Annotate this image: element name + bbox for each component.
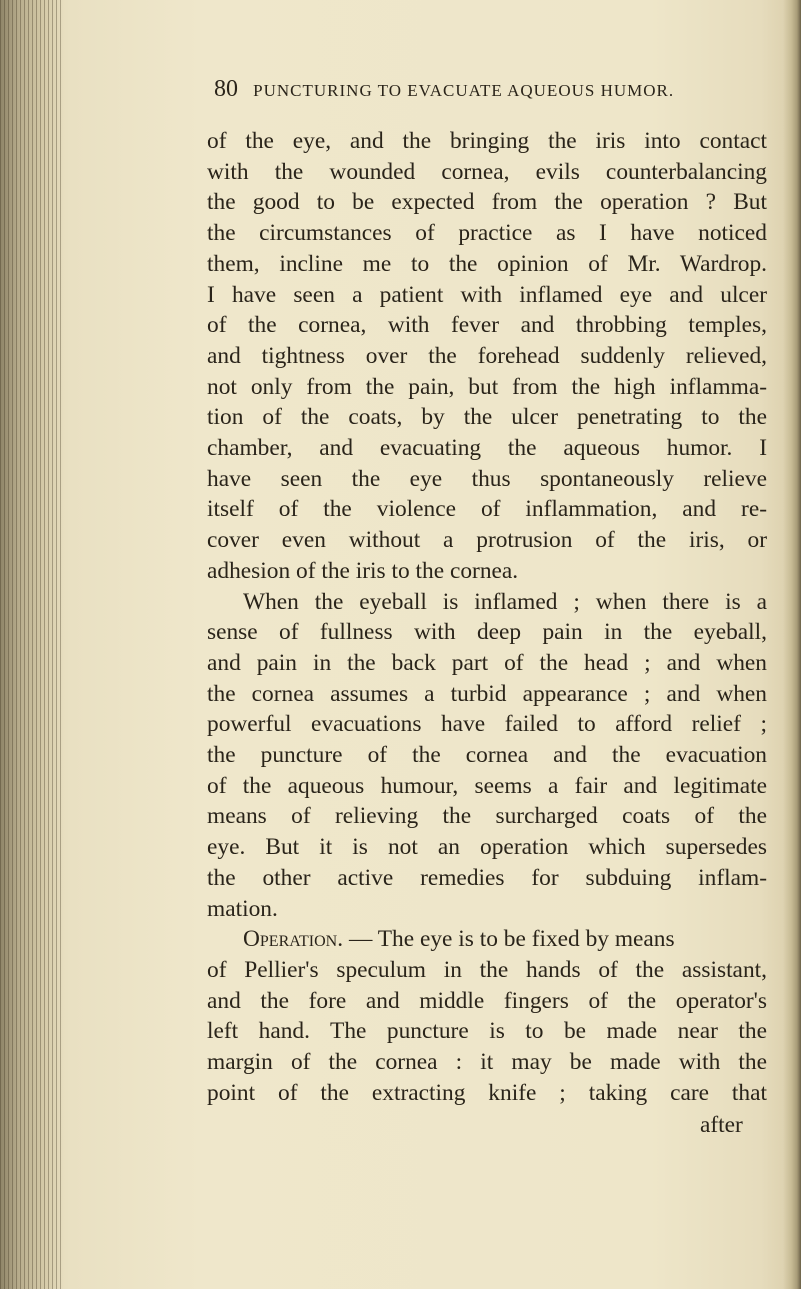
text-line: tion of the coats, by the ulcer penetrating to the (207, 404, 767, 431)
text-line: chamber, and evacuating the aqueous humor. I (207, 435, 767, 462)
text-line: the good to be expected from the operation ? But (207, 189, 767, 216)
text-line: of the cornea, with fever and throbbing temples, (207, 312, 767, 339)
text-line: left hand. The puncture is to be made near the (207, 1018, 767, 1045)
page-right-edge (783, 0, 801, 1289)
running-head: PUNCTURING TO EVACUATE AQUEOUS HUMOR. (253, 81, 675, 100)
text-line: and pain in the back part of the head ; and when (207, 649, 767, 676)
text-line: of the eye, and the bringing the iris into contact (207, 128, 767, 154)
text-line: sense of fullness with deep pain in the eyeball, (207, 619, 767, 646)
text-line: I have seen a patient with inflamed eye and ulcer (207, 281, 767, 308)
text-line: means of relieving the surcharged coats of the (207, 803, 767, 830)
operation-text: — The eye is to be fixed by means (348, 926, 675, 953)
text-line: the other active remedies for subduing inflam- (207, 864, 767, 891)
text-line: itself of the violence of inflammation, and re- (207, 496, 767, 523)
text-line-operation (207, 924, 767, 955)
text-line: with the wounded cornea, evils counterbalancing (207, 158, 767, 185)
text-line: the circumstances of practice as I have noticed (207, 220, 767, 247)
text-line: have seen the eye thus spontaneously relieve (207, 465, 767, 492)
text-line: eye. But it is not an operation which supersedes (207, 834, 767, 861)
text-line: them, incline me to the opinion of Mr. Wardrop. (207, 250, 767, 277)
text-line-paragraph-start: When the eyeball is inflamed ; when there is a (243, 588, 767, 615)
text-line: cover even without a protrusion of the iris, or (207, 527, 767, 554)
operation-heading: Operation. (243, 926, 344, 953)
text-line: of Pellier's speculum in the hands of the assistant, (207, 956, 767, 983)
text-line-paragraph-end: adhesion of the iris to the cornea. (207, 557, 519, 584)
text-line: not only from the pain, but from the high inflamma- (207, 373, 767, 400)
body-text (207, 126, 767, 1109)
text-line: the cornea assumes a turbid appearance ; and when (207, 680, 767, 707)
text-line: of the aqueous humour, seems a fair and legitimate (207, 772, 767, 799)
page-header (214, 76, 774, 116)
page-number: 80 (214, 76, 238, 102)
text-line: point of the extracting knife ; taking care that (207, 1079, 767, 1106)
text-line: and tightness over the forehead suddenly relieved, (207, 342, 767, 369)
catchword: after (700, 1112, 743, 1138)
text-line: margin of the cornea : it may be made with the (207, 1049, 767, 1076)
page-binding-edge (0, 0, 64, 1289)
text-line: powerful evacuations have failed to afford relief ; (207, 711, 767, 738)
text-line: and the fore and middle fingers of the operator's (207, 987, 767, 1014)
text-line: the puncture of the cornea and the evacuation (207, 742, 767, 769)
text-line-paragraph-end: mation. (207, 895, 278, 922)
